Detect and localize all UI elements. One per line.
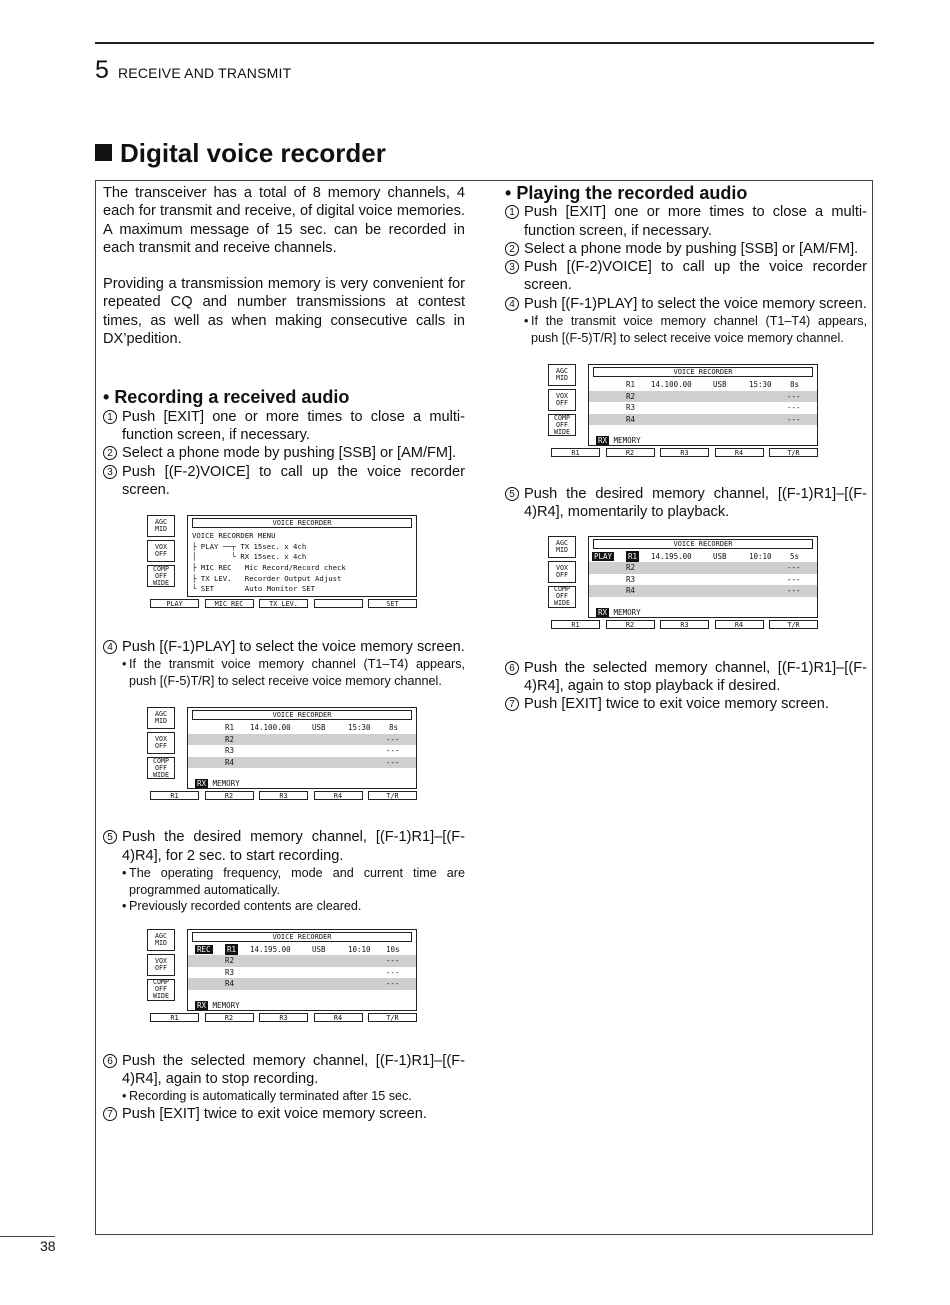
play-step-3: 3 Push [(F-2)VOICE] to call up the voice recorder screen. bbox=[505, 258, 867, 295]
playing-subtitle: • Playing the recorded audio bbox=[505, 183, 748, 203]
rec-step-7: 7 Push [EXIT] twice to exit voice memory screen. bbox=[103, 1105, 465, 1123]
fkey-1: PLAY bbox=[150, 599, 199, 608]
step-number-icon: 5 bbox=[505, 487, 519, 501]
step-number-icon: 1 bbox=[505, 205, 519, 219]
play-step-7: 7 Push [EXIT] twice to exit voice memory screen. bbox=[505, 695, 867, 713]
lcd-row-r3: R3 --- bbox=[225, 746, 400, 756]
play-step-2: 2 Select a phone mode by pushing [SSB] or [AM/FM]. bbox=[505, 240, 867, 258]
recording-subtitle: • Recording a received audio bbox=[103, 387, 350, 408]
step-number-icon: 4 bbox=[505, 297, 519, 311]
agc-button: AGC MID bbox=[147, 515, 175, 537]
rec-badge: REC bbox=[197, 944, 211, 954]
fkey-4 bbox=[314, 599, 363, 608]
lcd-voice-memory-play-1: AGC MID VOX OFF COMP OFF WIDE VOICE RECORDER R1 14.100.00 USB 15:30 8s R2 --- R3 --- R4 --- RX MEMORY R1 R2 R3 R4 T/R bbox=[548, 364, 820, 459]
step-number-icon: 5 bbox=[103, 830, 117, 844]
rec-step-6-note: • Recording is automatically terminated after 15 sec. bbox=[103, 1088, 465, 1105]
right-column bbox=[505, 184, 867, 714]
lcd-voice-recorder-menu bbox=[147, 515, 419, 610]
rec-step-5: 5 Push the desired memory channel, [(F-1)R1]–[(F-4)R4], for 2 sec. to start recording. bbox=[103, 828, 465, 865]
fkey-5: SET bbox=[368, 599, 417, 608]
lcd-function-keys bbox=[150, 599, 417, 609]
chapter-number: 5 bbox=[95, 56, 109, 84]
step-number-icon: 6 bbox=[505, 661, 519, 675]
lcd-header: VOICE RECORDER bbox=[192, 518, 412, 528]
fkey-2: MIC REC bbox=[205, 599, 254, 608]
left-column bbox=[103, 184, 465, 1123]
rec-step-5-note-2: • Previously recorded contents are cleared. bbox=[103, 898, 465, 915]
step-number-icon: 7 bbox=[103, 1107, 117, 1121]
lcd-voice-memory-playing: AGC MID VOX OFF COMP OFF WIDE VOICE RECORDER PLAY R1 14.195.00 USB 10:10 5s R2 --- R3 --- R4 --- RX MEMORY R1 R2 R3 R4 T/R bbox=[548, 536, 820, 631]
intro-paragraph-1: The transceiver has a total of 8 memory channels, 4 each for transmit and receive, of digital voice memories. A maximum message of 15 sec. can be recorded in each transmit and receive channels. bbox=[103, 185, 465, 256]
fkey-3: TX LEV. bbox=[259, 599, 308, 608]
rec-step-4: 4 Push [(F-1)PLAY] to select the voice memory screen. bbox=[103, 638, 465, 656]
rec-step-4-note: • If the transmit voice memory channel (T1–T4) appears, push [(F-5)T/R] to select receive voice memory channel. bbox=[103, 656, 465, 689]
rec-step-2: 2 Select a phone mode by pushing [SSB] or [AM/FM]. bbox=[103, 444, 465, 462]
lcd-row-r1: R1 14.100.00 USB 15:30 8s bbox=[225, 723, 399, 733]
play-step-4: 4 Push [(F-1)PLAY] to select the voice memory screen. bbox=[505, 295, 867, 313]
page-number: 38 bbox=[40, 1238, 56, 1254]
play-step-5: 5 Push the desired memory channel, [(F-1)R1]–[(F-4)R4], momentarily to playback. bbox=[505, 485, 867, 522]
rec-step-5-note-1: • The operating frequency, mode and current time are programmed automatically. bbox=[103, 865, 465, 898]
step-number-icon: 2 bbox=[103, 446, 117, 460]
square-bullet-icon bbox=[95, 144, 112, 161]
bottom-rule bbox=[0, 1236, 55, 1237]
rec-step-3: 3 Push [(F-2)VOICE] to call up the voice recorder screen. bbox=[103, 463, 465, 500]
step-number-icon: 1 bbox=[103, 410, 117, 424]
step-number-icon: 3 bbox=[103, 465, 117, 479]
lcd-side-buttons bbox=[147, 515, 184, 597]
intro-paragraph-2: Providing a transmission memory is very convenient for repeated CQ and number transmissions at contest times, as well as when making consecutive calls in DX’pedition. bbox=[103, 276, 465, 348]
play-step-6: 6 Push the selected memory channel, [(F-1)R1]–[(F-4)R4], again to stop playback if desired. bbox=[505, 659, 867, 696]
section-title-text: Digital voice recorder bbox=[120, 138, 386, 168]
comp-button: COMP OFF WIDE bbox=[147, 565, 175, 587]
lcd-row-r2: R2 --- bbox=[188, 734, 416, 746]
step-number-icon: 2 bbox=[505, 242, 519, 256]
step-number-icon: 4 bbox=[103, 640, 117, 654]
lcd-menu-list: VOICE RECORDER MENU ├ PLAY ──┬ TX 15sec. x 4ch │ └ RX 15sec. x 4ch ├ MIC REC Mic Record/Record check ├ TX LEV. Recorder Output Adjust └ SET Auto Monitor SET bbox=[192, 531, 346, 594]
top-rule bbox=[95, 42, 874, 44]
chapter-title: RECEIVE AND TRANSMIT bbox=[118, 65, 292, 81]
play-step-4-note: • If the transmit voice memory channel (T1–T4) appears, push [(F-5)T/R] to select receive voice memory channel. bbox=[505, 313, 867, 346]
rec-step-1: 1 Push [EXIT] one or more times to close a multi-function screen, if necessary. bbox=[103, 408, 465, 445]
play-step-1: 1 Push [EXIT] one or more times to close a multi-function screen, if necessary. bbox=[505, 203, 867, 240]
lcd-row-r4: R4 --- bbox=[188, 757, 416, 769]
section-title bbox=[95, 138, 386, 169]
step-number-icon: 3 bbox=[505, 260, 519, 274]
lcd-voice-memory-recording: AGC MID VOX OFF COMP OFF WIDE VOICE RECORDER REC R1 14.195.00 USB 10:10 10s R2 --- R3 --- R4 --- RX MEMORY R1 R2 R3 R4 T/R bbox=[147, 929, 419, 1024]
step-number-icon: 6 bbox=[103, 1054, 117, 1068]
step-number-icon: 7 bbox=[505, 697, 519, 711]
play-badge: PLAY bbox=[594, 551, 613, 561]
vox-button: VOX OFF bbox=[147, 540, 175, 562]
rec-step-6: 6 Push the selected memory channel, [(F-1)R1]–[(F-4)R4], again to stop recording. bbox=[103, 1052, 465, 1089]
lcd-main bbox=[187, 515, 417, 597]
lcd-voice-memory-rec-1: AGC MID VOX OFF COMP OFF WIDE VOICE RECORDER R1 14.100.00 USB 15:30 8s R2 --- R3 --- R4 --- RX MEMORY R1 R2 R3 R4 T/R bbox=[147, 707, 419, 802]
